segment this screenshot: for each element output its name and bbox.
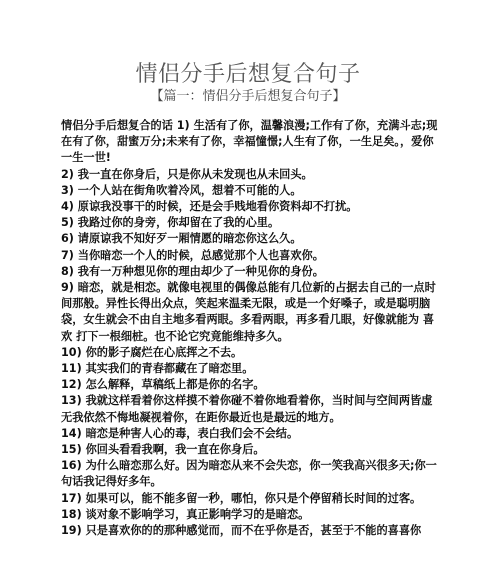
paragraph: 7) 当你暗恋一个人的时候，总感觉那个人也喜欢你。 xyxy=(61,248,324,262)
paragraph: 14) 暗恋是种害人心的毒，表白我们会不会结。 xyxy=(61,426,299,440)
paragraph: 8) 我有一万种想见你的理由却少了一种见你的身份。 xyxy=(61,264,324,278)
paragraph: 6) 请原谅我不知好歹一厢情愿的暗恋你这么久。 xyxy=(61,232,302,246)
paragraph: 12) 怎么解释，草稿纸上都是你的名字。 xyxy=(61,378,265,392)
paragraph: 10) 你的影子腐烂在心底挥之不去。 xyxy=(61,345,243,359)
paragraph: 2) 我一直在你身后，只是你从未发现也从未回头。 xyxy=(61,167,313,181)
paragraph: 19) 只是喜欢你的的那种感觉而，而不在乎你是否，甚至于不能的喜喜你 xyxy=(61,524,422,538)
document-body xyxy=(61,118,441,539)
paragraph: 16) 为什么暗恋那么好。因为暗恋从来不会失恋，你一笑我高兴很多天;你一句话我记得好多年。 xyxy=(61,459,437,489)
document-subtitle: 【篇一：情侣分手后想复合句子】 xyxy=(150,89,346,104)
paragraph: 4) 原谅我没事干的时候，还是会手贱地看你资料却不打扰。 xyxy=(61,200,358,214)
paragraph: 3) 一个人站在街角吹着冷风，想着不可能的人。 xyxy=(61,183,302,197)
paragraph: 5) 我路过你的身旁，你却留在了我的心里。 xyxy=(61,216,280,230)
paragraph: 11) 其实我们的青春都藏在了暗恋里。 xyxy=(61,362,254,376)
paragraph: 15) 你回头看看我啊，我一直在你身后。 xyxy=(61,443,265,457)
paragraph: 13) 我就这样看着你这样摸不着你碰不着你地看着你，当时间与空间两皆虚无我依然不悔地凝视着你，在距你最近也是最远的地方。 xyxy=(61,394,433,424)
paragraph: 18) 谈对象不影响学习，真正影响学习的是暗恋。 xyxy=(61,507,310,521)
document-title: 情侣分手后想复合句子 xyxy=(135,62,361,87)
paragraph: 17) 如果可以，能不能多留一秒，哪怕，你只是个停留稍长时间的过客。 xyxy=(61,491,422,505)
paragraph: 情侣分手后想复合的话 1) 生活有了你，温馨浪漫;工作有了你，充满斗志;现在有了你，甜蜜万分;未来有了你，幸福憧憬;人生有了你，一生足矣。，爱你一生一世! xyxy=(61,119,438,165)
paragraph: 9) 暗恋，就是相恋。就像电视里的偶像总能有几位新的占据去自己的一点时间那般。异性长得出众点，笑起来温柔无限，或是一个好嗓子，或是聪明脑袋，女生就会不由自主地多看两眼。多看两眼，再多看几眼，好像就能为 喜欢 打下一根细桩。也不论它究竟能维持多久。 xyxy=(61,281,436,343)
